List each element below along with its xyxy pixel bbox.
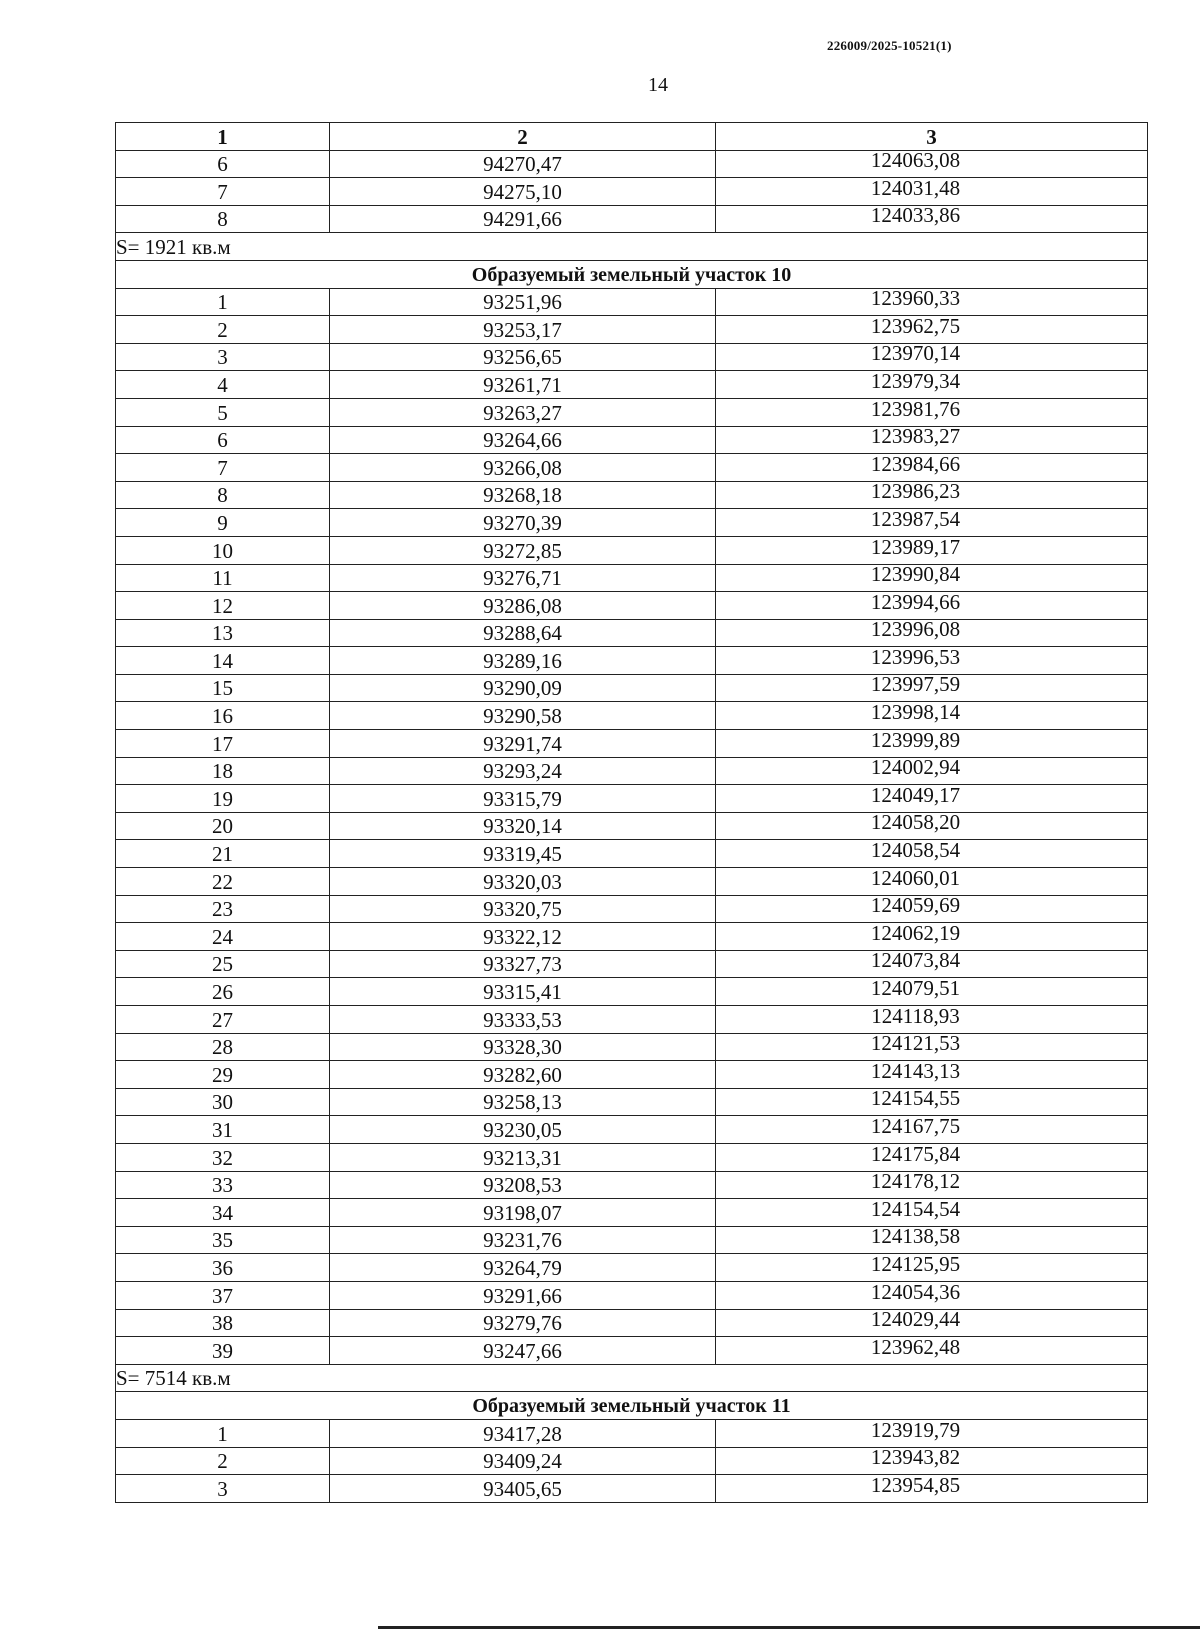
point-number-cell: 37: [116, 1281, 330, 1309]
table-row: [116, 1199, 1148, 1227]
y-coordinate-value: 124062,19: [870, 920, 961, 945]
point-number-cell: 4: [116, 371, 330, 399]
table-row: [116, 1226, 1148, 1254]
y-coordinate-value: 124002,94: [870, 755, 961, 780]
point-number-cell: 7: [116, 178, 330, 206]
point-number-cell: 20: [116, 812, 330, 840]
y-coordinate-cell: [716, 536, 1148, 564]
x-coordinate-cell: 93276,71: [330, 564, 716, 592]
area-total-row: [116, 233, 1148, 261]
y-coordinate-value: 123962,48: [870, 1334, 961, 1359]
y-coordinate-cell: [716, 1058, 1148, 1089]
column-header-3: 3: [716, 123, 1148, 151]
x-coordinate-cell: 93319,45: [330, 840, 716, 868]
y-coordinate-value: 123996,53: [870, 644, 961, 669]
x-coordinate-cell: 93290,58: [330, 702, 716, 730]
y-coordinate-cell: [716, 451, 1148, 482]
y-coordinate-value: 124073,84: [870, 948, 961, 973]
y-coordinate-cell: [716, 950, 1148, 978]
y-coordinate-value: 124178,12: [870, 1169, 961, 1194]
table-row: [116, 757, 1148, 785]
table-row: [116, 785, 1148, 813]
x-coordinate-cell: 93263,27: [330, 398, 716, 426]
table-row: [116, 730, 1148, 758]
point-number-cell: 14: [116, 647, 330, 675]
y-coordinate-value: 124058,20: [870, 810, 961, 835]
table-row: [116, 1419, 1148, 1447]
y-coordinate-value: 123979,34: [870, 368, 961, 393]
table-row: [116, 1281, 1148, 1309]
table-row: [116, 1088, 1148, 1116]
y-coordinate-cell: [716, 398, 1148, 426]
area-total-row: [116, 1364, 1148, 1392]
point-number-cell: 16: [116, 702, 330, 730]
y-coordinate-cell: [716, 288, 1148, 316]
point-number-cell: 10: [116, 536, 330, 564]
x-coordinate-cell: 93251,96: [330, 288, 716, 316]
y-coordinate-cell: [716, 1251, 1148, 1282]
y-coordinate-cell: [716, 313, 1148, 344]
table-row: [116, 1337, 1148, 1365]
point-number-cell: 12: [116, 592, 330, 620]
y-coordinate-cell: [716, 506, 1148, 537]
x-coordinate-cell: 93290,09: [330, 674, 716, 702]
y-coordinate-value: 123994,66: [870, 589, 961, 614]
section-title-row: [116, 1392, 1148, 1420]
table-row: [116, 812, 1148, 840]
x-coordinate-cell: 93288,64: [330, 619, 716, 647]
point-number-cell: 34: [116, 1199, 330, 1227]
x-coordinate-cell: 93320,75: [330, 895, 716, 923]
y-coordinate-value: 124029,44: [870, 1307, 961, 1332]
y-coordinate-value: 123986,23: [870, 479, 961, 504]
table-row: [116, 371, 1148, 399]
point-number-cell: 2: [116, 1447, 330, 1475]
x-coordinate-cell: 93320,03: [330, 868, 716, 896]
table-row: [116, 1033, 1148, 1061]
x-coordinate-cell: 93268,18: [330, 481, 716, 509]
x-coordinate-cell: 93270,39: [330, 509, 716, 537]
table-header-row: [116, 123, 1148, 151]
point-number-cell: 11: [116, 564, 330, 592]
y-coordinate-value: 123962,75: [870, 313, 961, 338]
point-number-cell: 28: [116, 1033, 330, 1061]
y-coordinate-cell: [716, 674, 1148, 702]
x-coordinate-cell: 93266,08: [330, 454, 716, 482]
point-number-cell: 25: [116, 950, 330, 978]
section-title: Образуемый земельный участок 11: [116, 1392, 1148, 1420]
area-total: S= 7514 кв.м: [116, 1364, 1148, 1392]
point-number-cell: 22: [116, 868, 330, 896]
point-number-cell: 9: [116, 509, 330, 537]
y-coordinate-cell: [716, 757, 1148, 785]
section-title-row: [116, 260, 1148, 288]
coordinates-table: [115, 122, 1148, 1503]
y-coordinate-cell: [716, 1113, 1148, 1144]
y-coordinate-value: 124138,58: [870, 1224, 961, 1249]
point-number-cell: 39: [116, 1337, 330, 1365]
coordinates-table-body: [116, 123, 1148, 1503]
column-header-2: 2: [330, 123, 716, 151]
point-number-cell: 23: [116, 895, 330, 923]
point-number-cell: 8: [116, 205, 330, 233]
table-row: [116, 647, 1148, 675]
x-coordinate-cell: 93230,05: [330, 1116, 716, 1144]
y-coordinate-value: 123999,89: [870, 727, 961, 752]
y-coordinate-value: 123996,08: [870, 617, 961, 642]
table-row: [116, 950, 1148, 978]
table-row: [116, 923, 1148, 951]
x-coordinate-cell: 93409,24: [330, 1447, 716, 1475]
x-coordinate-cell: 94275,10: [330, 178, 716, 206]
y-coordinate-cell: [716, 702, 1148, 730]
table-row: [116, 150, 1148, 178]
table-row: [116, 1116, 1148, 1144]
point-number-cell: 3: [116, 343, 330, 371]
x-coordinate-cell: 93258,13: [330, 1088, 716, 1116]
y-coordinate-value: 124143,13: [870, 1058, 961, 1083]
y-coordinate-cell: [716, 150, 1148, 178]
point-number-cell: 24: [116, 923, 330, 951]
point-number-cell: 26: [116, 978, 330, 1006]
y-coordinate-cell: [716, 1196, 1148, 1227]
y-coordinate-cell: [716, 812, 1148, 840]
column-header-1: 1: [116, 123, 330, 151]
y-coordinate-value: 124049,17: [870, 782, 961, 807]
y-coordinate-value: 124059,69: [870, 893, 961, 918]
x-coordinate-cell: 93315,41: [330, 978, 716, 1006]
y-coordinate-value: 123990,84: [870, 562, 961, 587]
y-coordinate-value: 124175,84: [870, 1141, 961, 1166]
x-coordinate-cell: 93261,71: [330, 371, 716, 399]
y-coordinate-value: 124054,36: [870, 1279, 961, 1304]
table-row: [116, 702, 1148, 730]
table-row: [116, 509, 1148, 537]
y-coordinate-cell: [716, 1033, 1148, 1061]
x-coordinate-cell: 93322,12: [330, 923, 716, 951]
y-coordinate-cell: [716, 619, 1148, 647]
point-number-cell: 7: [116, 454, 330, 482]
x-coordinate-cell: 93286,08: [330, 592, 716, 620]
table-row: [116, 536, 1148, 564]
y-coordinate-cell: [716, 978, 1148, 1006]
y-coordinate-value: 124031,48: [870, 175, 961, 200]
x-coordinate-cell: 93315,79: [330, 785, 716, 813]
scan-edge-line: [378, 1626, 1200, 1629]
y-coordinate-value: 123998,14: [870, 700, 961, 725]
y-coordinate-value: 124079,51: [870, 976, 961, 1000]
x-coordinate-cell: 94270,47: [330, 150, 716, 178]
y-coordinate-value: 124058,54: [870, 838, 961, 863]
x-coordinate-cell: 93279,76: [330, 1309, 716, 1337]
y-coordinate-value: 123960,33: [870, 286, 961, 311]
table-row: [116, 619, 1148, 647]
point-number-cell: 32: [116, 1143, 330, 1171]
x-coordinate-cell: 93293,24: [330, 757, 716, 785]
table-row: [116, 178, 1148, 206]
y-coordinate-value: 124063,08: [870, 148, 961, 173]
y-coordinate-value: 123954,85: [870, 1472, 961, 1497]
table-row: [116, 1143, 1148, 1171]
y-coordinate-value: 123987,54: [870, 506, 961, 531]
x-coordinate-cell: 93231,76: [330, 1226, 716, 1254]
y-coordinate-cell: [716, 865, 1148, 896]
y-coordinate-cell: [716, 481, 1148, 509]
point-number-cell: 38: [116, 1309, 330, 1337]
x-coordinate-cell: 93291,66: [330, 1281, 716, 1309]
y-coordinate-value: 124118,93: [871, 1003, 960, 1028]
table-row: [116, 316, 1148, 344]
y-coordinate-value: 123981,76: [870, 396, 961, 421]
point-number-cell: 29: [116, 1061, 330, 1089]
y-coordinate-cell: [716, 644, 1148, 675]
area-total: S= 1921 кв.м: [116, 233, 1148, 261]
point-number-cell: 15: [116, 674, 330, 702]
point-number-cell: 8: [116, 481, 330, 509]
table-row: [116, 454, 1148, 482]
y-coordinate-value: 123943,82: [870, 1445, 961, 1470]
table-row: [116, 674, 1148, 702]
point-number-cell: 19: [116, 785, 330, 813]
y-coordinate-cell: [716, 205, 1148, 233]
y-coordinate-cell: [716, 343, 1148, 371]
table-row: [116, 1475, 1148, 1503]
y-coordinate-cell: [716, 840, 1148, 868]
x-coordinate-cell: 93405,65: [330, 1475, 716, 1503]
document-number: 226009/2025-10521(1): [827, 38, 952, 53]
table-row: [116, 868, 1148, 896]
point-number-cell: 27: [116, 1006, 330, 1034]
y-coordinate-cell: [716, 1171, 1148, 1199]
y-coordinate-value: 124033,86: [870, 203, 961, 228]
point-number-cell: 21: [116, 840, 330, 868]
x-coordinate-cell: 93256,65: [330, 343, 716, 371]
y-coordinate-cell: [716, 782, 1148, 813]
table-row: [116, 592, 1148, 620]
table-row: [116, 1061, 1148, 1089]
x-coordinate-cell: 93291,74: [330, 730, 716, 758]
x-coordinate-cell: 93247,66: [330, 1337, 716, 1365]
x-coordinate-cell: 93208,53: [330, 1171, 716, 1199]
x-coordinate-cell: 93289,16: [330, 647, 716, 675]
y-coordinate-cell: [716, 1226, 1148, 1254]
x-coordinate-cell: 93264,79: [330, 1254, 716, 1282]
table-row: [116, 564, 1148, 592]
x-coordinate-cell: 93328,30: [330, 1033, 716, 1061]
table-row: [116, 426, 1148, 454]
y-coordinate-cell: [716, 426, 1148, 454]
y-coordinate-cell: [716, 564, 1148, 592]
point-number-cell: 36: [116, 1254, 330, 1282]
y-coordinate-value: 123983,27: [870, 424, 961, 449]
y-coordinate-value: 124060,01: [870, 865, 961, 890]
x-coordinate-cell: 93282,60: [330, 1061, 716, 1089]
x-coordinate-cell: 93198,07: [330, 1199, 716, 1227]
y-coordinate-cell: [716, 589, 1148, 620]
point-number-cell: 33: [116, 1171, 330, 1199]
point-number-cell: 18: [116, 757, 330, 785]
point-number-cell: 1: [116, 1419, 330, 1447]
y-coordinate-cell: [716, 1088, 1148, 1116]
y-coordinate-cell: [716, 1309, 1148, 1337]
table-row: [116, 895, 1148, 923]
y-coordinate-cell: [716, 1143, 1148, 1171]
y-coordinate-value: 124121,53: [870, 1031, 961, 1056]
point-number-cell: 17: [116, 730, 330, 758]
point-number-cell: 6: [116, 426, 330, 454]
point-number-cell: 35: [116, 1226, 330, 1254]
table-row: [116, 343, 1148, 371]
x-coordinate-cell: 93213,31: [330, 1143, 716, 1171]
x-coordinate-cell: 93417,28: [330, 1419, 716, 1447]
y-coordinate-cell: [716, 1334, 1148, 1365]
y-coordinate-value: 123984,66: [870, 451, 961, 476]
y-coordinate-cell: [716, 727, 1148, 758]
table-row: [116, 481, 1148, 509]
point-number-cell: 30: [116, 1088, 330, 1116]
table-row: [116, 978, 1148, 1006]
point-number-cell: 13: [116, 619, 330, 647]
y-coordinate-value: 123970,14: [870, 341, 961, 366]
point-number-cell: 3: [116, 1475, 330, 1503]
y-coordinate-cell: [716, 895, 1148, 923]
x-coordinate-cell: 93264,66: [330, 426, 716, 454]
y-coordinate-cell: [716, 1281, 1148, 1309]
point-number-cell: 31: [116, 1116, 330, 1144]
x-coordinate-cell: 93272,85: [330, 536, 716, 564]
point-number-cell: 6: [116, 150, 330, 178]
x-coordinate-cell: 93320,14: [330, 812, 716, 840]
table-row: [116, 205, 1148, 233]
page-number: 14: [648, 74, 668, 96]
y-coordinate-cell: [716, 1003, 1148, 1034]
y-coordinate-value: 124125,95: [870, 1251, 961, 1276]
table-row: [116, 1006, 1148, 1034]
table-row: [116, 840, 1148, 868]
x-coordinate-cell: 94291,66: [330, 205, 716, 233]
table-row: [116, 398, 1148, 426]
y-coordinate-value: 124154,55: [870, 1086, 961, 1111]
table-row: [116, 1254, 1148, 1282]
y-coordinate-value: 123997,59: [870, 672, 961, 697]
table-row: [116, 288, 1148, 316]
point-number-cell: 2: [116, 316, 330, 344]
y-coordinate-value: 124167,75: [870, 1113, 961, 1138]
y-coordinate-cell: [716, 920, 1148, 951]
point-number-cell: 1: [116, 288, 330, 316]
x-coordinate-cell: 93327,73: [330, 950, 716, 978]
y-coordinate-value: 123919,79: [870, 1417, 961, 1442]
table-row: [116, 1309, 1148, 1337]
table-row: [116, 1171, 1148, 1199]
y-coordinate-value: 124154,54: [870, 1196, 961, 1221]
y-coordinate-cell: [716, 1447, 1148, 1475]
y-coordinate-cell: [716, 368, 1148, 399]
y-coordinate-cell: [716, 1472, 1148, 1503]
x-coordinate-cell: 93253,17: [330, 316, 716, 344]
x-coordinate-cell: 93333,53: [330, 1006, 716, 1034]
section-title: Образуемый земельный участок 10: [116, 260, 1148, 288]
y-coordinate-cell: [716, 1419, 1148, 1447]
y-coordinate-cell: [716, 175, 1148, 206]
table-row: [116, 1447, 1148, 1475]
point-number-cell: 5: [116, 398, 330, 426]
y-coordinate-value: 123989,17: [870, 534, 961, 559]
